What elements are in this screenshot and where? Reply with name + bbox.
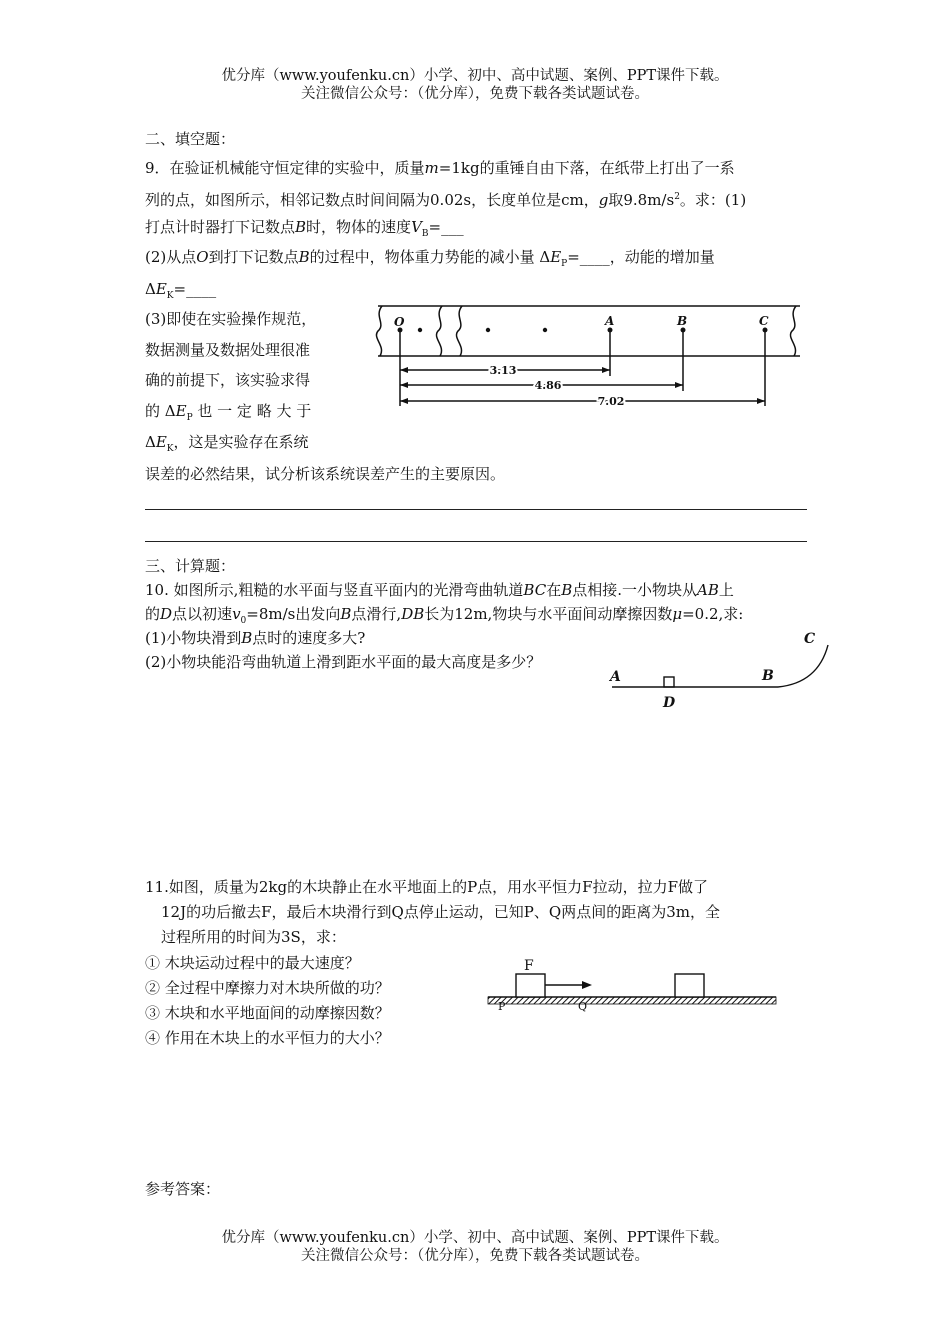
arrow-OC-right — [757, 398, 765, 404]
q9-part3-line-1: (3)即使在实验操作规范， — [145, 310, 317, 328]
block-at-Q — [675, 974, 704, 997]
ground-hatched — [488, 997, 776, 1004]
answer-rule-1 — [145, 509, 807, 510]
dot-1 — [418, 328, 422, 332]
tape-break-2 — [456, 306, 462, 356]
q11-item-2: ② 全过程中摩擦力对木块所做的功？ — [145, 979, 390, 997]
answer-rule-2 — [145, 541, 807, 542]
block-at-P — [516, 974, 545, 997]
force-label-F: F — [524, 958, 534, 974]
dot-B — [681, 328, 686, 333]
footer-line-1: 优分库（www.youfenku.cn）小学、初中、高中试题、案例、PPT课件下载。 — [221, 1230, 729, 1246]
tape-label-B: B — [677, 314, 688, 328]
q9-line-3: 打点计时器打下记数点B时，物体的速度$V_B=\_\_\_$ — [145, 218, 464, 239]
arrow-OB-left — [400, 382, 408, 388]
q11-item-3: ③ 木块和水平地面间的动摩擦因数？ — [145, 1004, 390, 1022]
dot-3 — [543, 328, 547, 332]
q11-line-2: 12J的功后撤去F，最后木块滑行到Q点停止运动，已知P、Q两点间的距离为3m，全 — [161, 903, 720, 921]
track-label-C: C — [804, 631, 816, 647]
arrow-OC-left — [400, 398, 408, 404]
track-label-D: D — [663, 695, 676, 711]
track-label-B: B — [762, 668, 774, 684]
q9-line-4: (2)从点O到打下记数点B的过程中，物体重力势能的减小量 $\Delta E_P=\_\_\_\_$，动能的增加量 — [145, 248, 715, 269]
q11-line-1: 11.如图，质量为2kg的木块静止在水平地面上的P点，用水平恒力F拉动，拉力F做了 — [145, 878, 709, 896]
tape-label-O: O — [394, 315, 405, 329]
q9-part3-line-2: 数据测量及数据处理很准 — [145, 341, 311, 359]
block-force-figure — [486, 955, 778, 1015]
curved-track-BC — [778, 645, 828, 687]
q9-part3-line-4: 的 $\Delta E_P$ 也 一 定 略 大 于 — [145, 402, 312, 423]
q11-item-4: ④ 作用在木块上的水平恒力的大小？ — [145, 1029, 390, 1047]
paper-tape-figure — [368, 300, 808, 415]
dot-2 — [486, 328, 490, 332]
distance-OA: 3.13 — [489, 364, 517, 377]
track-figure — [600, 625, 840, 715]
footer-line-2: 关注微信公众号：（优分库），免费下载各类试题试卷。 — [301, 1248, 649, 1264]
q10-line-3: (1)小物块滑到B点时的速度多大? — [145, 629, 366, 647]
q9-part3-line-5: $\Delta E_K$，这是实验存在系统 — [145, 433, 309, 454]
header-line-2: 关注微信公众号：（优分库），免费下载各类试题试卷。 — [301, 86, 649, 102]
distance-OC: 7.02 — [597, 395, 625, 408]
q11-line-3: 过程所用的时间为3S，求： — [161, 928, 346, 946]
arrow-OA-left — [400, 367, 408, 373]
dot-A — [608, 328, 613, 333]
q9-part3-line-6: 误差的必然结果，试分析该系统误差产生的主要原因。 — [145, 465, 506, 483]
dot-C — [763, 328, 768, 333]
point-label-P: P — [498, 1000, 506, 1013]
q9-line-5: $\Delta E_K=\_\_\_\_$ — [145, 280, 217, 301]
q10-line-4: (2)小物块能沿弯曲轨道上滑到距水平面的最大高度是多少？ — [145, 653, 542, 671]
q10-line-1: 10. 如图所示,粗糙的水平面与竖直平面内的光滑弯曲轨道BC在B点相接.一小物块从AB上 — [145, 581, 734, 599]
section-3-title: 三、计算题： — [145, 557, 236, 575]
tape-label-C: C — [759, 314, 769, 328]
q11-item-1: ① 木块运动过程中的最大速度？ — [145, 954, 360, 972]
tape-break-1 — [436, 306, 442, 356]
tape-left-tear — [376, 306, 382, 356]
q9-line-2: 列的点，如图所示，相邻记数点时间间隔为0.02s，长度单位是cm，g取$9.8m/s^2$。求：(1) — [145, 191, 747, 209]
track-label-A: A — [610, 669, 621, 685]
distance-OB: 4.86 — [534, 379, 562, 392]
point-label-Q: Q — [578, 1000, 588, 1013]
force-arrow-head — [582, 981, 592, 989]
section-2-title: 二、填空题： — [145, 130, 236, 148]
arrow-OA-right — [602, 367, 610, 373]
answers-title: 参考答案： — [145, 1180, 221, 1198]
header-line-1: 优分库（www.youfenku.cn）小学、初中、高中试题、案例、PPT课件下载。 — [221, 68, 729, 84]
q10-line-2: 的D点以初速$v_0=8m/s$出发向B点滑行,DB长为12m,物块与水平面间动摩擦因数μ=0.2,求: — [145, 605, 744, 626]
q9-line-1: 9．在验证机械能守恒定律的实验中，质量m=1kg的重锤自由下落，在纸带上打出了一系 — [145, 159, 735, 177]
q9-part3-line-3: 确的前提下，该实验求得 — [145, 371, 311, 389]
tape-right-tear — [790, 306, 796, 356]
arrow-OB-right — [675, 382, 683, 388]
block-at-D — [664, 677, 674, 687]
tape-label-A: A — [605, 314, 615, 328]
